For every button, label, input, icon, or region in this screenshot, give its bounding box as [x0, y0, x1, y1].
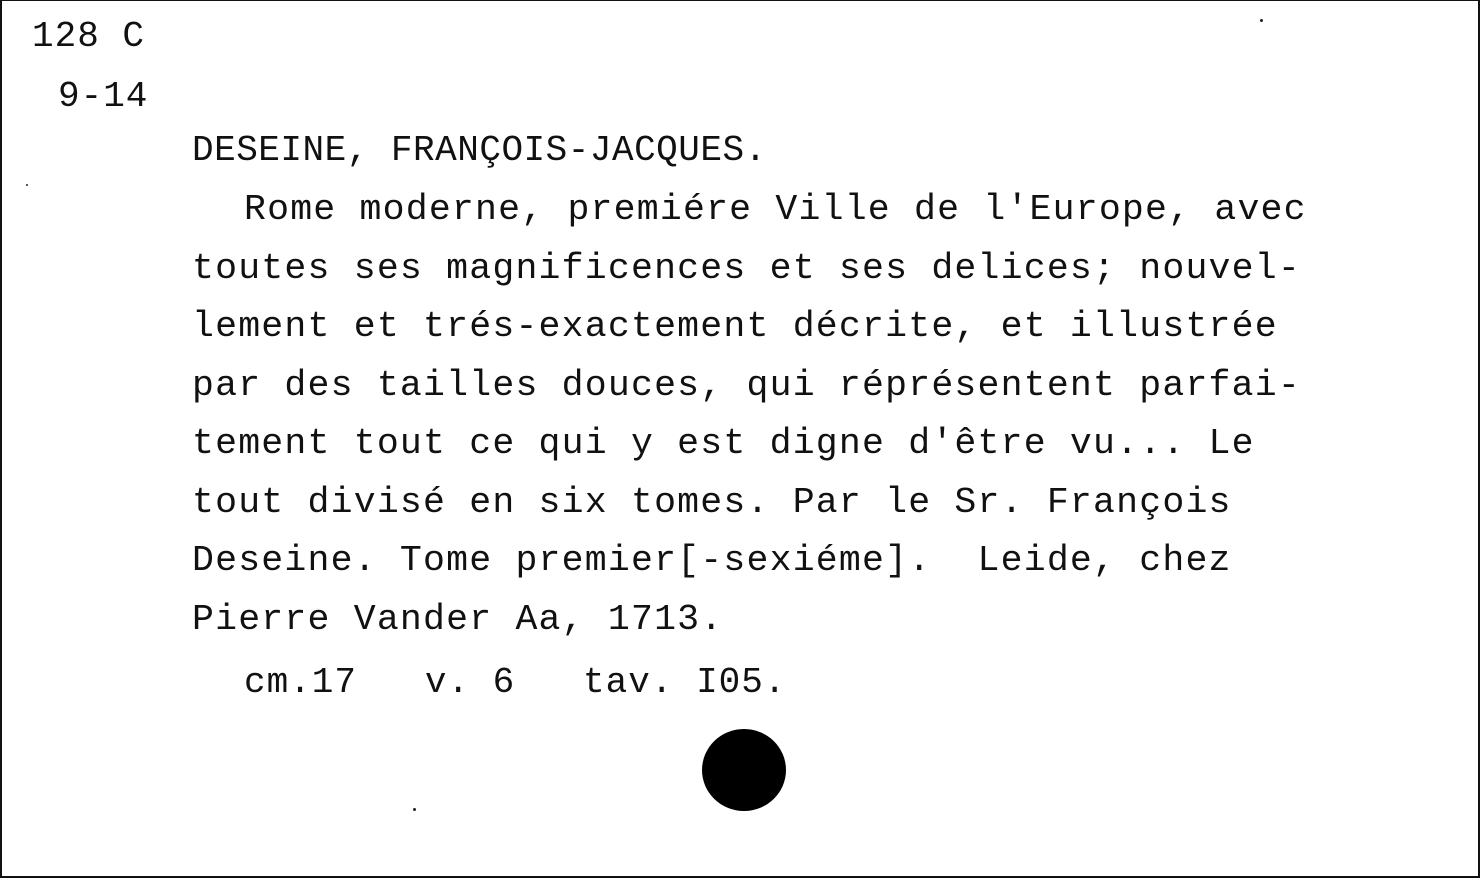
- call-number-line-2: 9-14: [58, 76, 149, 117]
- description-line: tement tout ce qui y est digne d'être vu... Le: [192, 423, 1255, 464]
- paper-speck: [26, 184, 28, 186]
- paper-speck: [1260, 19, 1263, 22]
- description-line: tout divisé en six tomes. Par le Sr. François: [192, 481, 1232, 523]
- description-line: Deseine. Tome premier[-sexiéme]. Leide, chez: [192, 540, 1232, 581]
- description-line: lement et trés-exactement décrite, et illustrée: [192, 306, 1278, 347]
- collation-line: cm.17 v. 6 tav. I05.: [244, 662, 787, 703]
- description-line: Pierre Vander Aa, 1713.: [192, 598, 724, 640]
- author-heading: DESEINE, FRANÇOIS-JACQUES.: [192, 130, 767, 171]
- paper-speck: [413, 808, 416, 811]
- description-line: toutes ses magnificences et ses delices; nouvel-: [192, 247, 1301, 289]
- call-number-line-1: 128 C: [32, 16, 146, 57]
- description-line: Rome moderne, premiére Ville de l'Europe, avec: [244, 189, 1307, 230]
- title-description: [192, 181, 1462, 649]
- description-line: par des tailles douces, qui réprésentent parfai-: [192, 364, 1301, 406]
- punch-hole: [702, 729, 786, 811]
